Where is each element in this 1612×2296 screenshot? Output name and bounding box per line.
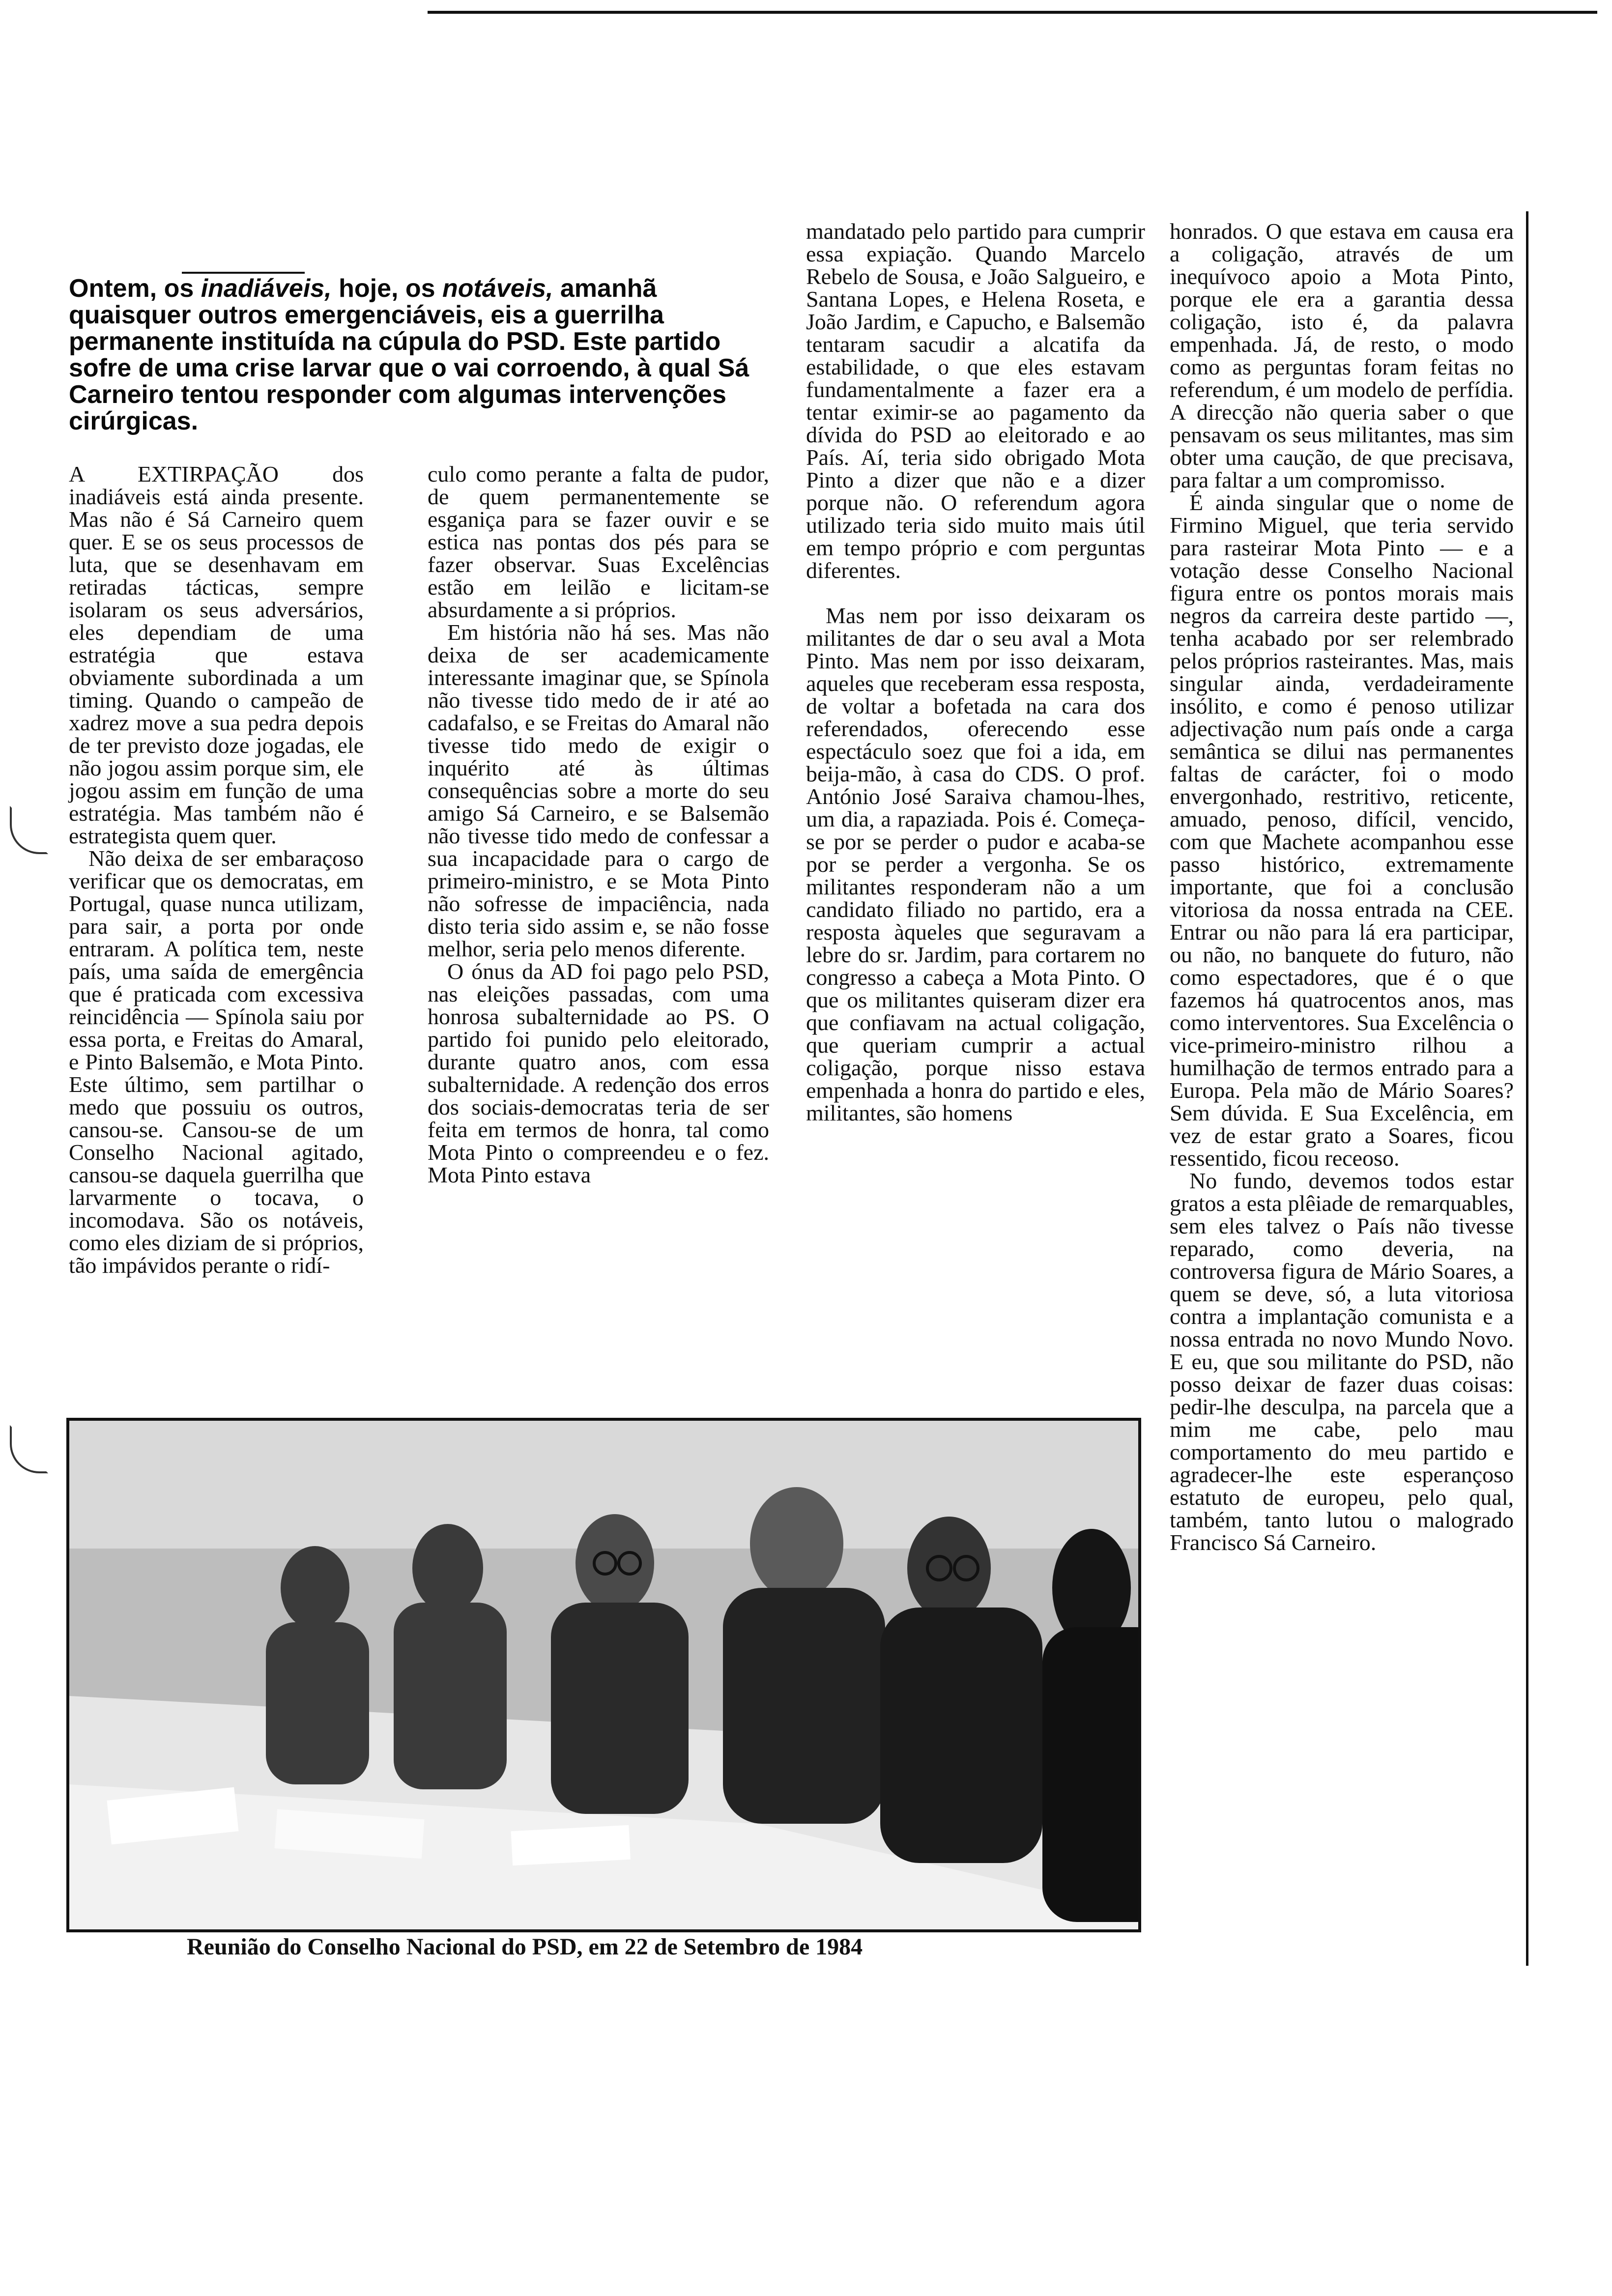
- article-column-4: [1170, 220, 1514, 1554]
- margin-mark-upper: [10, 806, 48, 854]
- col3-paragraph-2: Mas nem por isso deixaram os militantes de dar o seu aval a Mota Pinto. Mas nem por isso deixaram, aqueles que receberam essa resposta, de voltar a bofetada na cara dos referendados, oferecendo esse espectáculo soez que foi a ida, em beija-mão, à casa do CDS. O prof. António José Saraiva chamou-lhes, um dia, a rapaziada. Pois é. Começa-se por se perder o pudor e acaba-se por se perder a vergonha. Se os militantes responderam não a um candidato filiado no partido, era a resposta àqueles que seguravam a lebre do sr. Jardim, para cortarem no congresso a cabeça a Mota Pinto. O que os militantes quiseram dizer era que confiavam na actual coligação, que queriam cumprir a actual coligação, porque nisso estava empenhada a honra do partido e eles, militantes, são homens: [806, 603, 1145, 1125]
- photo-caption: Reunião do Conselho Nacional do PSD, em 22 de Setembro de 1984: [187, 1934, 863, 1960]
- col4-paragraph-3: No fundo, devemos todos estar gratos a esta plêiade de remarquables, sem eles talvez o País não tivesse reparado, como deveria, na controversa figura de Mário Soares, a quem se deve, só, a luta vitoriosa contra a implantação comunista e a nossa entrada no novo Mundo Novo. E eu, que sou militante do PSD, não posso deixar de fazer duas coisas: pedir-lhe desculpa, na parcela que a mim me cabe, pelo mau comportamento do meu partido e agradecer-lhe este esperançoso estatuto de europeu, pelo qual, também, tanto lutou o malogrado Francisco Sá Carneiro.: [1170, 1168, 1514, 1555]
- article-column-2: [428, 463, 769, 1186]
- meeting-photo-illustration: [69, 1421, 1138, 1929]
- col4-paragraph-2: É ainda singular que o nome de Firmino Miguel, que teria servido para rasteirar Mota Pinto — e a votação desse Conselho Nacional figura entre os pontos morais mais negros da carreira deste partido —, tenha acabado por ser relembrado pelos próprios rasteirantes. Mas, mais singular ainda, verdadeiramente insólito, e como é penoso utilizar adjectivação num país onde a carga semântica se dilui nas permanentes faltas de carácter, foi o modo envergonhado, restritivo, reticente, amuado, penoso, difícil, vencido, com que Machete acompanhou esse passo histórico, extremamente importante, que foi a conclusão vitoriosa da nossa entrada na CEE. Entrar ou não para lá era participar, ou não, no banquete do futuro, não como espectadores, que é o que fazemos há quatrocentos anos, mas como interventores. Sua Excelência o vice-primeiro-ministro rilhou a humilhação de termos entrado para a Europa. Pela mão de Mário Soares? Sem dúvida. E Sua Excelência, em vez de estar grato a Soares, ficou ressentido, ficou receoso.: [1170, 490, 1514, 1171]
- article-lead: Ontem, os inadiáveis, hoje, os notáveis, amanhã quaisquer outros emergenciáveis, eis a guerrilha permanente instituída na cúpula do PSD. Este partido sofre de uma crise larvar que o vai corroendo, à qual Sá Carneiro tentou responder com algumas intervenções cirúrgicas.: [69, 274, 749, 435]
- col1-paragraph-1: A EXTIRPAÇÃO dos inadiáveis está ainda presente. Mas não é Sá Carneiro quem quer. E se os seus processos de luta, que se desenhavam em retiradas tácticas, sempre isolaram os seus adversários, eles dependiam de uma estratégia que estava obviamente subordinada a um timing. Quando o campeão de xadrez move a sua pedra depois de ter previsto doze jogadas, ele não jogou assim porque sim, ele jogou assim em função de uma estratégia. Mas também não é estrategista quem quer.: [69, 461, 364, 848]
- article-column-1: [69, 463, 364, 1277]
- col4-paragraph-1: honrados. O que estava em causa era a coligação, através de um inequívoco apoio a Mota Pinto, porque ele era a garantia dessa coligação, isto é, da palavra empenhada. Já, de resto, o modo como as perguntas foram feitas no referendum, é um modelo de perfídia. A direcção não queria saber o que pensavam os seus militantes, mas sim obter uma caução, de que precisava, para faltar a um compromisso.: [1170, 219, 1514, 492]
- col3-paragraph-1: mandatado pelo partido para cumprir essa expiação. Quando Marcelo Rebelo de Sousa, e João Salgueiro, e Santana Lopes, e Helena Roseta, e João Jardim, e Capucho, e Balsemão tentaram sacudir a alcatifa da estabilidade, o que eles estavam fundamentalmente a fazer era a tentar eximir-se ao pagamento da dívida do PSD ao eleitorado e ao País. Aí, teria sido obrigado Mota Pinto a dizer que não e a dizer porque não. O referendum agora utilizado teria sido muito mais útil em tempo próprio e com perguntas diferentes.: [806, 219, 1145, 583]
- col2-paragraph-2: Em história não há ses. Mas não deixa de ser academicamente interessante imaginar que, se Spínola não tivesse tido medo de ir até ao cadafalso, e se Freitas do Amaral não tivesse tido medo de exigir o inquérito até às últimas consequências sobre a morte do seu amigo Sá Carneiro, e se Balsemão não tivesse tido medo de confessar a sua incapacidade para o cargo de primeiro-ministro, e se Mota Pinto não sofresse de impaciência, nada disto teria sido assim e, se não fosse melhor, seria pelo menos diferente.: [428, 620, 769, 961]
- right-border-rule: [1526, 211, 1528, 1966]
- article-column-3: [806, 220, 1145, 1124]
- meeting-photo: [66, 1418, 1141, 1932]
- col2-paragraph-3: O ónus da AD foi pago pelo PSD, nas eleições passadas, com uma honrosa subalternidade ao PS. O partido foi punido pelo eleitorado, durante quatro anos, com essa subalternidade. A redenção dos erros dos sociais-democratas teria de ser feita em termos de honra, tal como Mota Pinto o compreendeu e o fez. Mota Pinto estava: [428, 959, 769, 1187]
- headline-rule-left: [182, 272, 305, 274]
- margin-mark-lower: [10, 1425, 48, 1473]
- top-rule: [428, 11, 1597, 14]
- col2-paragraph-1: culo como perante a falta de pudor, de quem permanentemente se esganiça para se fazer ouvir e se estica nas pontas dos pés para se fazer observar. Suas Excelências estão em leilão e licitam-se absurdamente a si próprios.: [428, 461, 769, 622]
- col1-paragraph-2: Não deixa de ser embaraçoso verificar que os democratas, em Portugal, quase nunca utilizam, para sair, a porta por onde entraram. A política tem, neste país, uma saída de emergência que é praticada com excessiva reincidência — Spínola saiu por essa porta, e Freitas do Amaral, e Pinto Balsemão, e Mota Pinto. Este último, sem partilhar o medo que possuiu os outros, cansou-se. Cansou-se de um Conselho Nacional agitado, cansou-se daquela guerrilha que larvarmente o tocava, o incomodava. São os notáveis, como eles diziam de si próprios, tão impávidos perante o ridí-: [69, 846, 364, 1278]
